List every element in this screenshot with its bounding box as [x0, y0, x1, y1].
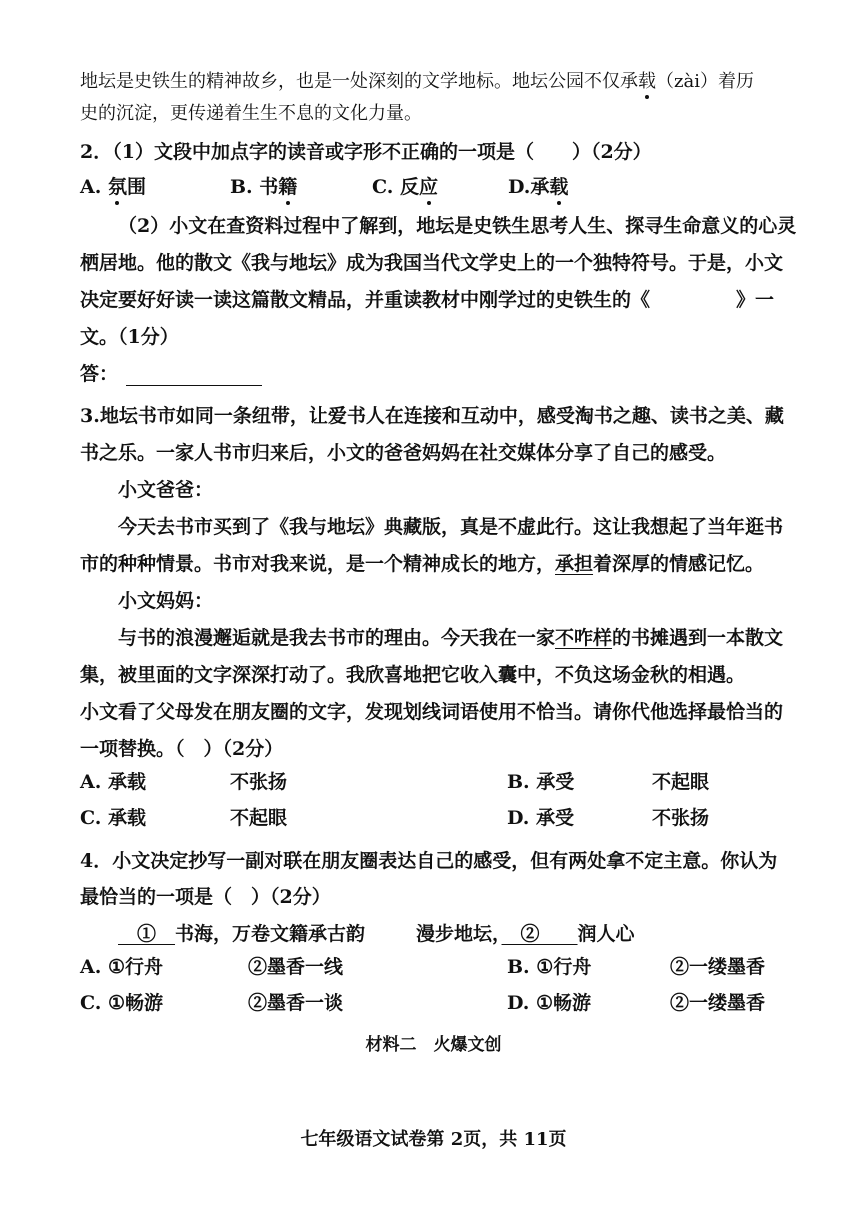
q4-option-a: A. ①行舟 ②墨香一线 [80, 956, 344, 978]
underlined-word: 承担 [555, 553, 594, 575]
q2-answer-row [80, 362, 797, 386]
mom-line-2: 集，被里面的文字深深打动了。我欣喜地把它收入囊中，不负这场金秋的相遇。 [80, 664, 746, 686]
q4-option-c: C. ①畅游 ②墨香一谈 [80, 992, 344, 1014]
q3-option-c: C. 承载 不起眼 [80, 807, 288, 829]
q3-option-d: D. 承受 不张扬 [507, 807, 710, 829]
mom-label: 小文妈妈： [118, 590, 214, 612]
q4-option-d: D. ①畅游 ②一缕墨香 [507, 992, 766, 1014]
intro-line-1 [80, 70, 797, 94]
page-footer: 七年级语文试卷第 2页，共 11页 [300, 1129, 567, 1150]
q3-line-1: 3.地坛书市如同一条纽带，让爱书人在连接和互动中，感受淘书之趣、读书之美、藏 [80, 405, 784, 427]
dad-label: 小文爸爸： [118, 479, 214, 501]
q2-option-a: A. 氛围 [80, 176, 147, 198]
q3-option-b: B. 承受 不起眼 [507, 771, 710, 793]
dotted-char: 载 [638, 71, 656, 92]
q2-2-line-1: （2）小文在查资料过程中了解到，地坛是史铁生思考人生、探寻生命意义的心灵 [118, 215, 797, 237]
q4-line-2: 最恰当的一项是（ ）（2分） [80, 886, 331, 908]
answer-blank[interactable] [126, 367, 262, 386]
q4-line-1: 4．小文决定抄写一副对联在朋友圈表达自己的感受，但有两处拿不定主意。你认为 [80, 850, 778, 872]
q2-option-c: C. 反应 [372, 176, 439, 198]
q2-1-stem: 2．（1）文段中加点字的读音或字形不正确的一项是（ ）（2分） [80, 141, 652, 163]
couplet-blank-2: ② [501, 923, 578, 945]
q2-2-line-2: 栖居地。他的散文《我与地坛》成为我国当代文学史上的一个独特符号。于是，小文 [80, 252, 784, 274]
underlined-word: 不咋样 [555, 627, 613, 649]
couplet-upper: ① 书海，万卷文籍承古韵 [118, 923, 366, 945]
q4-option-b: B. ①行舟 ②一缕墨香 [507, 956, 766, 978]
q3-ask-line-2: 一项替换。（ ）（2分） [80, 738, 284, 760]
intro-line-2: 史的沉淀，更传递着生生不息的文化力量。 [80, 103, 422, 124]
q2-option-d: D.承载 [508, 176, 569, 198]
q2-2-line-3: 决定要好好读一读这篇散文精品，并重读教材中刚学过的史铁生的《 》一 [80, 289, 775, 311]
q2-2-line-4: 文。（1分） [80, 326, 179, 348]
intro-text: 地坛是史铁生的精神故乡，也是一处深刻的文学地标。地坛公园不仅承 [80, 71, 638, 92]
couplet-blank-1: ① [118, 923, 176, 945]
section-title: 材料二 火爆文创 [365, 1035, 502, 1055]
couplet-lower: 漫步地坛， ② 润人心 [416, 923, 635, 945]
mom-line-1: 与书的浪漫邂逅就是我去书市的理由。今天我在一家不咋样的书摊遇到一本散文 [118, 627, 784, 649]
q3-ask-line-1: 小文看了父母发在朋友圈的文字，发现划线词语使用不恰当。请你代他选择最恰当的 [80, 701, 784, 723]
q3-option-a: A. 承载 不张扬 [80, 771, 288, 793]
dad-line-1: 今天去书市买到了《我与地坛》典藏版，真是不虚此行。这让我想起了当年逛书 [118, 516, 784, 538]
q3-line-2: 书之乐。一家人书市归来后，小文的爸爸妈妈在社交媒体分享了自己的感受。 [80, 442, 727, 464]
answer-label: 答： [80, 363, 119, 385]
pinyin-note: （zài）着历 [656, 71, 754, 92]
q2-option-b: B. 书籍 [230, 176, 298, 198]
dad-line-2: 市的种种情景。书市对我来说，是一个精神成长的地方，承担着深厚的情感记忆。 [80, 553, 765, 575]
